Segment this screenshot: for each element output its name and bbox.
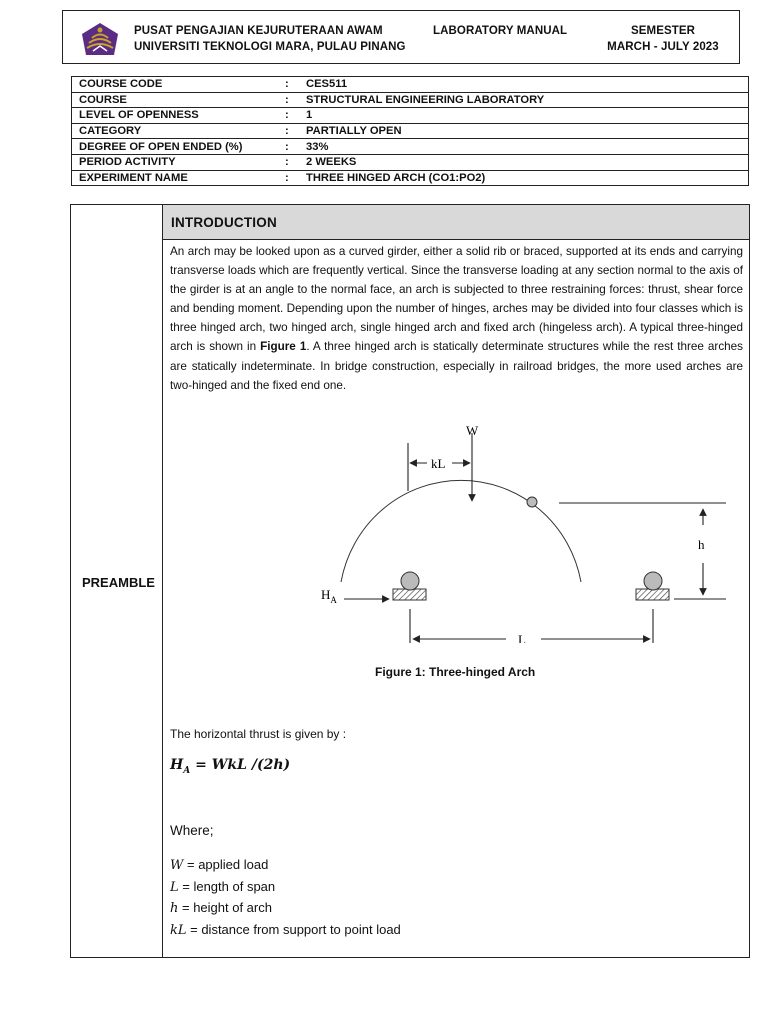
- label-h: h: [698, 537, 705, 552]
- info-value: 1: [299, 108, 749, 124]
- info-separator: :: [285, 170, 299, 186]
- info-separator: :: [285, 154, 299, 170]
- info-value: PARTIALLY OPEN: [299, 123, 749, 139]
- where-label: Where;: [170, 823, 214, 838]
- definition-item: [170, 898, 401, 920]
- definition-text: = height of arch: [178, 900, 272, 916]
- label-L: L: [518, 632, 526, 643]
- definition-symbol: h: [170, 901, 179, 917]
- label-W: W: [466, 423, 479, 438]
- info-separator: :: [285, 123, 299, 139]
- info-row: [72, 108, 749, 124]
- info-row: [72, 77, 749, 93]
- label-kL: kL: [431, 456, 446, 471]
- definition-symbol: L: [170, 879, 179, 895]
- section-label-column: [71, 205, 163, 957]
- info-label: DEGREE OF OPEN ENDED (%): [72, 139, 286, 155]
- info-separator: :: [285, 139, 299, 155]
- variable-definitions: [170, 855, 401, 941]
- info-row: [72, 154, 749, 170]
- info-separator: :: [285, 108, 299, 124]
- info-separator: :: [285, 77, 299, 93]
- semester-info: SEMESTER MARCH - JULY 2023: [607, 25, 719, 53]
- figure-reference: Figure 1: [260, 340, 307, 354]
- left-hinge: [401, 572, 419, 590]
- institution-name: PUSAT PENGAJIAN KEJURUTERAAN AWAM UNIVERSITI TEKNOLOGI MARA, PULAU PINANG: [134, 25, 406, 53]
- info-value: CES511: [299, 77, 749, 93]
- info-row: [72, 170, 749, 186]
- course-info-table: [71, 76, 749, 186]
- info-label: LEVEL OF OPENNESS: [72, 108, 286, 124]
- right-hinge: [644, 572, 662, 590]
- info-label: CATEGORY: [72, 123, 286, 139]
- definition-symbol: W: [170, 858, 184, 873]
- definition-text: = length of span: [178, 878, 276, 894]
- definition-item: [170, 920, 401, 942]
- definition-symbol: kL: [170, 922, 187, 938]
- introduction-title: INTRODUCTION: [171, 215, 277, 230]
- preamble-label: PREAMBLE: [82, 575, 155, 590]
- definition-item: [170, 877, 401, 899]
- three-hinged-arch-figure: [236, 423, 726, 643]
- definition-text: = applied load: [183, 857, 269, 872]
- thrust-intro-text: The horizontal thrust is given by :: [170, 727, 347, 741]
- right-support: [636, 589, 669, 600]
- info-label: EXPERIMENT NAME: [72, 170, 286, 186]
- info-value: 33%: [299, 139, 749, 155]
- label-HA: $H_A$: [321, 587, 337, 605]
- introduction-heading: [163, 205, 749, 240]
- crown-hinge: [527, 497, 537, 507]
- figure-caption: Figure 1: Three-hinged Arch: [375, 665, 536, 679]
- info-separator: :: [285, 92, 299, 108]
- info-label: COURSE: [72, 92, 286, 108]
- preamble-section: [70, 204, 750, 958]
- manual-title: LABORATORY MANUAL: [433, 25, 568, 37]
- info-value: 2 WEEKS: [299, 154, 749, 170]
- info-label: PERIOD ACTIVITY: [72, 154, 286, 170]
- university-logo-icon: [81, 22, 119, 56]
- document-header: [62, 10, 740, 64]
- info-value: STRUCTURAL ENGINEERING LABORATORY: [299, 92, 749, 108]
- left-support: [393, 589, 426, 600]
- info-label: COURSE CODE: [72, 77, 286, 93]
- introduction-paragraph: An arch may be looked upon as a curved girder, either a solid rib or braced, supported at its ends and carrying transverse loads which are frequently vertical. Since the transverse loading at any section normal to the axis of the girder is at an angle to the normal face, an arch is subjected to three restraining forces: thrust, shear force and bending moment. Depending upon the number of hinges, arches may be divided into four classes which is three hinged arch, two hinged arch, single hinged arch and fixed arch (hingeless arch). A typical three-hinged arch is shown in Figure 1. A three hinged arch is statically determinate structures while the rest three arches are statically indeterminate. In bridge construction, especially in railroad bridges, the more used arches are two-hinged and the fixed end one.: [170, 245, 744, 392]
- thrust-formula: $H_A$ = WkL /(2h): [170, 757, 291, 776]
- info-row: [72, 139, 749, 155]
- definition-item: [170, 855, 401, 877]
- definition-text: = distance from support to point load: [186, 921, 401, 937]
- info-value: THREE HINGED ARCH (CO1:PO2): [299, 170, 749, 186]
- arch-curve: [341, 480, 581, 582]
- info-row: [72, 123, 749, 139]
- info-row: [72, 92, 749, 108]
